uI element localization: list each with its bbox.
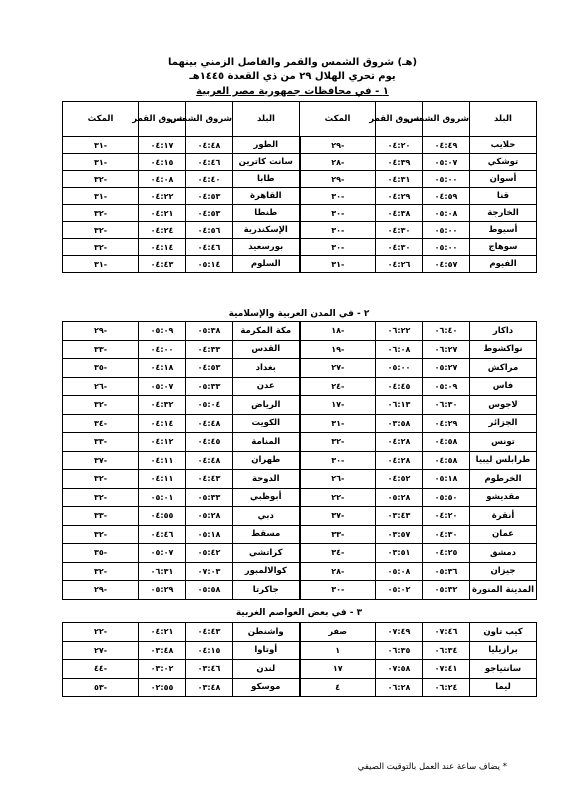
city-cell: لاجوس — [470, 396, 537, 415]
header-sunrise: شروق الشمس — [186, 102, 233, 137]
header-sunrise: شروق الشمس — [423, 102, 470, 137]
sunrise-cell: ٠٧:٤٦ — [423, 623, 470, 642]
duration-cell: ٢٩- — [300, 171, 376, 188]
duration-cell: ٣١- — [63, 188, 139, 205]
city-cell: طنطا — [233, 205, 300, 222]
sunrise-cell: ٠٣:٤٨ — [186, 678, 233, 697]
duration-cell: ٤ — [300, 678, 376, 697]
city-cell: سوهاج — [470, 239, 537, 256]
city-cell: واشنطن — [233, 623, 300, 642]
table1-body — [63, 137, 537, 273]
moonrise-cell: ٠٦:١٣ — [376, 396, 423, 415]
sunrise-cell: ٠٥:٣٦ — [423, 562, 470, 581]
egypt-governorates-table — [62, 101, 537, 273]
sunrise-cell: ٠٦:٤٠ — [423, 322, 470, 341]
moonrise-cell: ٠٤:٢٢ — [139, 188, 186, 205]
city-cell: مسقط — [233, 525, 300, 544]
moonrise-cell: ٠٤:٢٠ — [376, 137, 423, 154]
duration-cell: ٣٢- — [63, 488, 139, 507]
duration-cell: ١٧ — [300, 660, 376, 679]
duration-cell: ٣٥- — [63, 359, 139, 378]
table-row — [63, 154, 537, 171]
city-cell: السلوم — [233, 256, 300, 273]
sunrise-cell: ٠٥:٣٣ — [186, 377, 233, 396]
moonrise-cell: ٠٧:٤٩ — [376, 623, 423, 642]
table-row — [63, 239, 537, 256]
duration-cell: ٢٦- — [300, 470, 376, 489]
moonrise-cell: ٠٤:٢٨ — [376, 433, 423, 452]
sunrise-cell: ٠٥:٠٠ — [423, 171, 470, 188]
moonrise-cell: ٠٤:١١ — [139, 451, 186, 470]
moonrise-cell: ٠٤:١٢ — [139, 433, 186, 452]
duration-cell: ٢٨- — [300, 154, 376, 171]
moonrise-cell: ٠٤:٠٨ — [139, 171, 186, 188]
duration-cell: ٢٩- — [300, 137, 376, 154]
sunrise-cell: ٠٤:٣٠ — [423, 525, 470, 544]
header-moonrise: شروق القمر — [376, 102, 423, 137]
sunrise-cell: ٠٤:٢٥ — [423, 544, 470, 563]
moonrise-cell: ٠٥:٠١ — [139, 488, 186, 507]
sunrise-cell: ٠٤:٥٩ — [423, 188, 470, 205]
city-cell: طابا — [233, 171, 300, 188]
moonrise-cell: ٠٧:٥٨ — [376, 660, 423, 679]
moonrise-cell: ٠٦:٣١ — [139, 562, 186, 581]
city-cell: مقديشو — [470, 488, 537, 507]
moonrise-cell: ٠٤:٤٣ — [139, 256, 186, 273]
duration-cell: ٣٢- — [63, 171, 139, 188]
moonrise-cell: ٠٦:٢٨ — [376, 678, 423, 697]
section-1-heading-text: ١ - في محافظات جمهورية مصر العربية — [196, 86, 389, 97]
city-cell: سانت كاترين — [233, 154, 300, 171]
sunrise-cell: ٠٤:٥٦ — [186, 222, 233, 239]
table-row — [63, 451, 537, 470]
table-row — [63, 414, 537, 433]
sunrise-cell: ٠٤:٤٦ — [186, 239, 233, 256]
city-cell: بغداد — [233, 359, 300, 378]
moonrise-cell: ٠٤:٢٦ — [376, 256, 423, 273]
table-row — [63, 525, 537, 544]
moonrise-cell: ٠٥:٠٧ — [139, 544, 186, 563]
city-cell: برازيليا — [470, 641, 537, 660]
duration-cell: ٣٠- — [300, 205, 376, 222]
sunrise-cell: ٠٤:٤٣ — [186, 470, 233, 489]
sunrise-cell: ٠٤:٥٣ — [186, 359, 233, 378]
duration-cell: ٢٧- — [63, 641, 139, 660]
duration-cell: ٣١- — [63, 154, 139, 171]
duration-cell: ٣١- — [300, 414, 376, 433]
moonrise-cell: ٠٦:٣٥ — [376, 641, 423, 660]
header-city: البلد — [233, 102, 300, 137]
duration-cell: ٢٧- — [300, 359, 376, 378]
sunrise-cell: ٠٥:٥٠ — [423, 488, 470, 507]
city-cell: توشكي — [470, 154, 537, 171]
city-cell: عدن — [233, 377, 300, 396]
sunrise-cell: ٠٥:١٨ — [186, 525, 233, 544]
city-cell: كيب تاون — [470, 623, 537, 642]
duration-cell: ٢٢- — [63, 623, 139, 642]
duration-cell: ٢٩- — [63, 581, 139, 600]
moonrise-cell: ٠٤:٣٠ — [376, 239, 423, 256]
moonrise-cell: ٠٤:٣٩ — [376, 154, 423, 171]
table-row — [63, 488, 537, 507]
city-cell: أنقرة — [470, 507, 537, 526]
section-2-heading: ٢ - في المدن العربية والإسلامية — [228, 309, 370, 319]
city-cell: دبي — [233, 507, 300, 526]
moonrise-cell: ٠٤:٢١ — [139, 623, 186, 642]
table3-body — [63, 623, 537, 697]
city-cell: الخارجة — [470, 205, 537, 222]
moonrise-cell: ٠٢:٥٥ — [139, 678, 186, 697]
table-row — [63, 562, 537, 581]
title-line-1: (هـ) شروق الشمس والقمر والفاصل الزمني بينهما — [167, 57, 418, 68]
moonrise-cell: ٠٤:١١ — [139, 470, 186, 489]
duration-cell: ١٧- — [300, 396, 376, 415]
city-cell: القدس — [233, 340, 300, 359]
duration-cell: ٣٢- — [63, 470, 139, 489]
footnote: * يضاف ساعة عند العمل بالتوقيت الصيفي — [357, 762, 507, 772]
city-cell: المدينة المنورة — [470, 581, 537, 600]
moonrise-cell: ٠٤:٣٢ — [139, 396, 186, 415]
table-row — [63, 623, 537, 642]
moonrise-cell: ٠٥:٠٧ — [139, 377, 186, 396]
duration-cell: ٣٤- — [300, 544, 376, 563]
section-1-heading — [0, 86, 585, 97]
city-cell: أوتاوا — [233, 641, 300, 660]
sunrise-cell: ٠٥:٤٢ — [186, 544, 233, 563]
sunrise-cell: ٠٤:٤٨ — [186, 451, 233, 470]
duration-cell: ١٨- — [300, 322, 376, 341]
duration-cell: ٣٧- — [300, 507, 376, 526]
city-cell: أسيوط — [470, 222, 537, 239]
sunrise-cell: ٠٥:٠٠ — [423, 239, 470, 256]
header-duration: المكث — [63, 102, 139, 137]
table2-body — [63, 322, 537, 600]
sunrise-cell: ٠٤:٢٠ — [423, 507, 470, 526]
city-cell: كراتشي — [233, 544, 300, 563]
sunrise-cell: ٠٤:١٥ — [186, 641, 233, 660]
table-row — [63, 377, 537, 396]
table-row — [63, 205, 537, 222]
table-row — [63, 188, 537, 205]
city-cell: قنا — [470, 188, 537, 205]
city-cell: فاس — [470, 377, 537, 396]
city-cell: الكويت — [233, 414, 300, 433]
moonrise-cell: ٠٤:٤٦ — [139, 525, 186, 544]
city-cell: طرابلس ليبيا — [470, 451, 537, 470]
table-row — [63, 222, 537, 239]
table-row — [63, 660, 537, 679]
sunrise-cell: ٠٥:٠٨ — [423, 205, 470, 222]
moonrise-cell: ٠٤:١٧ — [139, 137, 186, 154]
header-moonrise: شروق القمر — [139, 102, 186, 137]
sunrise-cell: ٠٣:٤٦ — [186, 660, 233, 679]
duration-cell: ٣١- — [63, 256, 139, 273]
sunrise-cell: ٠٤:٥٣ — [186, 205, 233, 222]
duration-cell: ٣٢- — [300, 433, 376, 452]
duration-cell: ٣٢- — [63, 222, 139, 239]
moonrise-cell: ٠٤:١٨ — [139, 359, 186, 378]
duration-cell: ٢٩- — [63, 322, 139, 341]
city-cell: أسوان — [470, 171, 537, 188]
moonrise-cell: ٠٥:٠٨ — [376, 562, 423, 581]
sunrise-cell: ٠٦:٢٧ — [423, 340, 470, 359]
table-row — [63, 340, 537, 359]
sunrise-cell: ٠٤:٤٠ — [186, 171, 233, 188]
moonrise-cell: ٠٥:٠٩ — [139, 322, 186, 341]
table-row — [63, 171, 537, 188]
sunrise-cell: ٠٤:٥٨ — [423, 433, 470, 452]
duration-cell: ٣٥- — [63, 544, 139, 563]
table-row — [63, 507, 537, 526]
moonrise-cell: ٠٤:٢٩ — [376, 188, 423, 205]
duration-cell: ٣٤- — [63, 414, 139, 433]
sunrise-cell: ٠٤:٥٧ — [423, 256, 470, 273]
duration-cell: ٢٢- — [300, 488, 376, 507]
moonrise-cell: ٠٤:٤٥ — [376, 377, 423, 396]
section-3-heading: ٣ - في بعض العواصم الغربية — [235, 608, 363, 618]
duration-cell: ٣٢- — [63, 239, 139, 256]
city-cell: أبوظبي — [233, 488, 300, 507]
city-cell: مراكش — [470, 359, 537, 378]
table-row — [63, 544, 537, 563]
moonrise-cell: ٠٤:٣٨ — [376, 205, 423, 222]
sunrise-cell: ٠٦:٢٤ — [423, 678, 470, 697]
sunrise-cell: ٠٤:٤٨ — [186, 137, 233, 154]
moonrise-cell: ٠٤:١٤ — [139, 414, 186, 433]
sunrise-cell: ٠٤:٥٣ — [186, 188, 233, 205]
city-cell: موسكو — [233, 678, 300, 697]
table-row — [63, 678, 537, 697]
sunrise-cell: ٠٤:٤٦ — [186, 154, 233, 171]
moonrise-cell: ٠٦:٢٢ — [376, 322, 423, 341]
moonrise-cell: ٠٥:٢٨ — [376, 488, 423, 507]
table-row — [63, 470, 537, 489]
sunrise-cell: ٠٦:٣٠ — [423, 396, 470, 415]
city-cell: ليما — [470, 678, 537, 697]
duration-cell: ٤٤- — [63, 660, 139, 679]
sunrise-cell: ٠٥:٣٣ — [186, 488, 233, 507]
sunrise-cell: ٠٥:٠٧ — [423, 154, 470, 171]
city-cell: سانتياجو — [470, 660, 537, 679]
duration-cell: ٣٣- — [63, 433, 139, 452]
sunrise-cell: ٠٤:٤٥ — [186, 433, 233, 452]
sunrise-cell: ٠٥:١٤ — [186, 256, 233, 273]
sunrise-cell: ٠٧:٤١ — [423, 660, 470, 679]
moonrise-cell: ٠٣:٥١ — [376, 544, 423, 563]
city-cell: داكار — [470, 322, 537, 341]
city-cell: نواكشوط — [470, 340, 537, 359]
title-line-2: يوم تحري الهلال ٢٩ من ذي القعدة ١٤٤٥هـ — [189, 71, 396, 82]
sunrise-cell: ٠٤:٣٣ — [186, 340, 233, 359]
sunrise-cell: ٠٥:٠٠ — [423, 222, 470, 239]
moonrise-cell: ٠٣:٤٨ — [139, 641, 186, 660]
table-row — [63, 256, 537, 273]
duration-cell: ١٩- — [300, 340, 376, 359]
moonrise-cell: ٠٤:٣٠ — [376, 222, 423, 239]
table-row — [63, 581, 537, 600]
city-cell: الخرطوم — [470, 470, 537, 489]
moonrise-cell: ٠٣:٤٣ — [376, 507, 423, 526]
moonrise-cell: ٠٣:٥٨ — [376, 414, 423, 433]
sunrise-cell: ٠٥:٠٤ — [186, 396, 233, 415]
duration-cell: ٣٣- — [63, 340, 139, 359]
city-cell: جيزان — [470, 562, 537, 581]
sunrise-cell: ٠٥:٥٨ — [186, 581, 233, 600]
duration-cell: ٣٠- — [300, 239, 376, 256]
table-row — [63, 396, 537, 415]
table-row — [63, 137, 537, 154]
table-row — [63, 322, 537, 341]
city-cell: المنامة — [233, 433, 300, 452]
duration-cell: ٣١- — [63, 137, 139, 154]
header-duration: المكث — [300, 102, 376, 137]
sunrise-cell: ٠٥:٢٨ — [186, 507, 233, 526]
moonrise-cell: ٠٣:٥٧ — [376, 525, 423, 544]
sunrise-cell: ٠٥:٣٨ — [186, 322, 233, 341]
sunrise-cell: ٠٤:٥٨ — [423, 451, 470, 470]
moonrise-cell: ٠٥:٠٢ — [376, 581, 423, 600]
duration-cell: ٣٣- — [300, 525, 376, 544]
duration-cell: ٣٢- — [63, 205, 139, 222]
sunrise-cell: ٠٤:٤٩ — [423, 137, 470, 154]
duration-cell: ١ — [300, 641, 376, 660]
sunrise-cell: ٠٥:٢٧ — [423, 359, 470, 378]
city-cell: جاكرتا — [233, 581, 300, 600]
duration-cell: ٣٠- — [300, 222, 376, 239]
duration-cell: ٣٣- — [63, 507, 139, 526]
city-cell: كوالالمبور — [233, 562, 300, 581]
duration-cell: ٢٦- — [63, 377, 139, 396]
city-cell: بورسعيد — [233, 239, 300, 256]
moonrise-cell: ٠٤:٥٥ — [139, 507, 186, 526]
duration-cell: ٥٣- — [63, 678, 139, 697]
duration-cell: ٣٢- — [63, 562, 139, 581]
city-cell: لندن — [233, 660, 300, 679]
moonrise-cell: ٠٤:٢٨ — [376, 451, 423, 470]
table-row — [63, 433, 537, 452]
duration-cell: ٣٧- — [63, 451, 139, 470]
sunrise-cell: ٠٥:١٨ — [423, 470, 470, 489]
city-cell: دمشق — [470, 544, 537, 563]
duration-cell: ٣٢- — [63, 525, 139, 544]
city-cell: تونس — [470, 433, 537, 452]
sunrise-cell: ٠٦:٣٤ — [423, 641, 470, 660]
moonrise-cell: ٠٤:٥٢ — [376, 470, 423, 489]
sunrise-cell: ٠٤:٤٨ — [186, 414, 233, 433]
moonrise-cell: ٠٥:٢٩ — [139, 581, 186, 600]
moonrise-cell: ٠٦:٠٨ — [376, 340, 423, 359]
duration-cell: ٣٠- — [300, 451, 376, 470]
duration-cell: ٣٢- — [63, 396, 139, 415]
western-capitals-table — [62, 622, 537, 697]
moonrise-cell: ٠٤:١٤ — [139, 239, 186, 256]
city-cell: عمان — [470, 525, 537, 544]
table-row — [63, 359, 537, 378]
city-cell: الإسكندرية — [233, 222, 300, 239]
city-cell: القاهرة — [233, 188, 300, 205]
duration-cell: ٢٤- — [300, 377, 376, 396]
moonrise-cell: ٠٥:٠٠ — [376, 359, 423, 378]
city-cell: مكة المكرمة — [233, 322, 300, 341]
moonrise-cell: ٠٤:٢٤ — [139, 222, 186, 239]
moonrise-cell: ٠٣:٠٢ — [139, 660, 186, 679]
city-cell: الفيوم — [470, 256, 537, 273]
city-cell: الرياض — [233, 396, 300, 415]
moonrise-cell: ٠٤:٠٠ — [139, 340, 186, 359]
sunrise-cell: ٠٤:٢٩ — [423, 414, 470, 433]
header-city: البلد — [470, 102, 537, 137]
moonrise-cell: ٠٤:١٥ — [139, 154, 186, 171]
sunrise-cell: ٠٤:٤٣ — [186, 623, 233, 642]
duration-cell: ٣٠- — [300, 188, 376, 205]
city-cell: الطور — [233, 137, 300, 154]
duration-cell: ٣١- — [300, 256, 376, 273]
sunrise-cell: ٠٥:٣٢ — [423, 581, 470, 600]
moonrise-cell: ٠٤:٣١ — [376, 171, 423, 188]
city-cell: حلايب — [470, 137, 537, 154]
moonrise-cell: ٠٤:٢١ — [139, 205, 186, 222]
city-cell: الجزائر — [470, 414, 537, 433]
sunrise-cell: ٠٥:٠٩ — [423, 377, 470, 396]
arab-islamic-cities-table — [62, 321, 537, 600]
city-cell: الدوحة — [233, 470, 300, 489]
sunrise-cell: ٠٧:٠٣ — [186, 562, 233, 581]
table-row — [63, 641, 537, 660]
city-cell: طهران — [233, 451, 300, 470]
duration-cell: ٣٠- — [300, 581, 376, 600]
duration-cell: صفر — [300, 623, 376, 642]
duration-cell: ٢٨- — [300, 562, 376, 581]
